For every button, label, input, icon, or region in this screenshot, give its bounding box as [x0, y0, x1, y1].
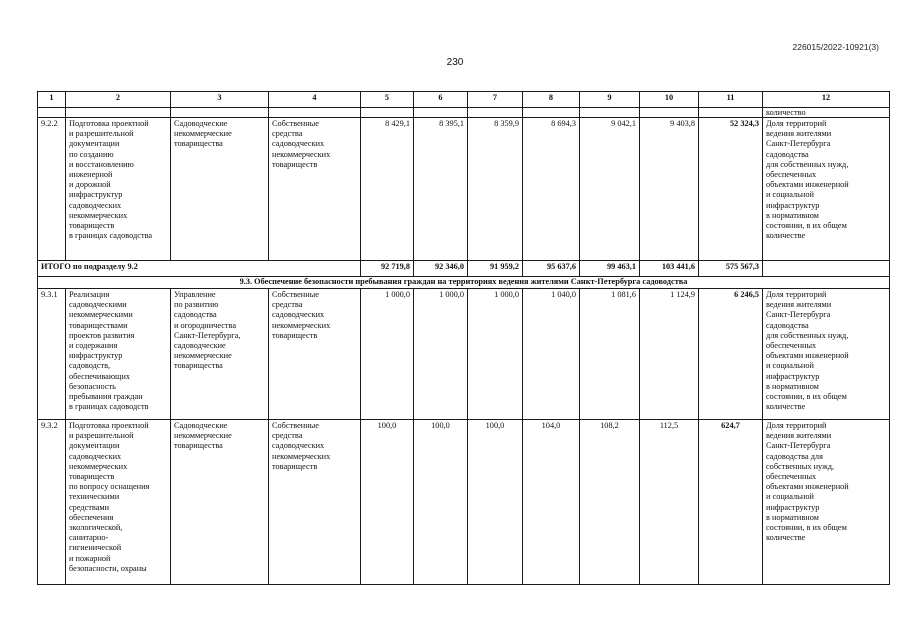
cell-line: некоммерческих [272, 149, 331, 159]
cell-line: садоводческих [272, 441, 325, 451]
cell-line: инфраструктур [69, 351, 123, 361]
cell-line: инфраструктур [69, 190, 123, 200]
cell-line: садоводства [766, 149, 809, 159]
header-cell: 1 [38, 92, 66, 108]
cell-line: документации [69, 139, 120, 149]
value-total-cell: 52 324,3 [699, 118, 763, 261]
total-value: 95 637,6 [523, 261, 580, 277]
cell-line: состоянии, в их общем [766, 523, 847, 533]
cell-line: товариществ [69, 221, 115, 231]
cell-line: объектами инженерной [766, 351, 849, 361]
total-row [38, 261, 890, 277]
cell-line: товариществами [69, 320, 128, 330]
row-name [66, 420, 171, 585]
cell-line: количестве [766, 533, 806, 543]
cell-line: техническими [69, 492, 120, 502]
cell-line: инфраструктур [766, 502, 820, 512]
row-indicator [763, 289, 890, 420]
page-number: 230 [446, 57, 464, 68]
cell-line: в нормативном [766, 381, 819, 391]
cell-line: обеспечения [69, 512, 114, 522]
cell-line: садоводческих [272, 139, 325, 149]
cell-line: товариществ [272, 159, 318, 169]
value-cell: 1 124,9 [640, 289, 699, 420]
value-cell: 1 040,0 [523, 289, 580, 420]
carry-over-text: количество [763, 108, 890, 118]
header-cell: 2 [66, 92, 171, 108]
cell-line: садоводческих [272, 310, 325, 320]
cell-line: средствами [69, 502, 110, 512]
row-code: 9.2.2 [38, 118, 66, 261]
header-cell: 12 [763, 92, 890, 108]
cell-line: обеспеченных [766, 472, 817, 482]
total-value: 103 441,6 [640, 261, 699, 277]
value-cell: 9 403,8 [640, 118, 699, 261]
header-cell: 8 [523, 92, 580, 108]
cell-line: инженерной [69, 170, 113, 180]
cell-line: садоводческими [69, 300, 127, 310]
cell-line: для собственных нужд, [766, 159, 849, 169]
value-cell: 1 081,6 [580, 289, 640, 420]
cell-line: Собственные [272, 119, 319, 128]
cell-line: товариществ [272, 330, 318, 340]
cell-line: ведения жителями [766, 431, 832, 441]
carry-over-row [38, 108, 890, 118]
cell-line: Санкт-Петербурга, [174, 330, 241, 340]
value-cell: 104,0 [523, 420, 580, 585]
cell-line: Собственные [272, 421, 319, 430]
cell-line: некоммерческие [174, 351, 232, 361]
cell-line: обеспечивающих [69, 371, 131, 381]
value-cell: 1 000,0 [361, 289, 414, 420]
header-cell: 7 [468, 92, 523, 108]
cell-line: гигиенической [69, 543, 122, 553]
cell-line: Подготовка проектной [69, 119, 149, 128]
value-total-cell: 6 246,5 [699, 289, 763, 420]
header-cell: 9 [580, 92, 640, 108]
row-executor [171, 118, 269, 261]
total-value: 92 719,8 [361, 261, 414, 277]
cell-line: безопасности, охраны [69, 563, 147, 573]
row-source [269, 289, 361, 420]
cell-line: обеспеченных [766, 170, 817, 180]
cell-line: некоммерческих [272, 320, 331, 330]
program-table [37, 91, 890, 585]
cell-line: документации [69, 441, 120, 451]
total-value: 99 463,1 [580, 261, 640, 277]
cell-line: средства [272, 300, 303, 310]
cell-line: и восстановлению [69, 159, 134, 169]
cell-line: Доля территорий [766, 290, 827, 299]
cell-line: и дорожной [69, 180, 111, 190]
cell-line: и разрешительной [69, 129, 134, 139]
table-row [38, 289, 890, 420]
cell-line: количестве [766, 231, 806, 241]
cell-line: ведения жителями [766, 129, 832, 139]
cell-line: Подготовка проектной [69, 421, 149, 430]
header-cell: 11 [699, 92, 763, 108]
cell-line: санитарно- [69, 533, 109, 543]
header-cell: 5 [361, 92, 414, 108]
row-executor [171, 420, 269, 585]
cell-line: садоводств, [69, 361, 111, 371]
value-cell: 8 359,9 [468, 118, 523, 261]
cell-line: в нормативном [766, 210, 819, 220]
cell-line: инфраструктур [766, 371, 820, 381]
cell-line: некоммерческие [174, 129, 232, 139]
cell-line: обеспеченных [766, 341, 817, 351]
value-cell: 112,5 [640, 420, 699, 585]
table-row [38, 118, 890, 261]
cell-line: средства [272, 129, 303, 139]
section-title: 9.3. Обеспечение безопасности пребывания граждан на территориях ведения жителями Санкт-Петербурга садоводства [38, 277, 890, 289]
cell-line: Санкт-Петербурга [766, 310, 831, 320]
row-code: 9.3.2 [38, 420, 66, 585]
cell-line: в границах садоводств [69, 402, 149, 412]
cell-line: средства [272, 431, 303, 441]
row-name [66, 289, 171, 420]
total-value: 92 346,0 [414, 261, 468, 277]
cell-line: пребывания граждан [69, 392, 143, 402]
cell-line: товарищества [174, 139, 223, 149]
cell-line: Доля территорий [766, 119, 827, 128]
cell-line: Управление [174, 290, 216, 299]
table-row [38, 420, 890, 585]
value-cell: 1 000,0 [414, 289, 468, 420]
cell-line: некоммерческих [272, 451, 331, 461]
cell-line: собственных нужд, [766, 461, 835, 471]
section-heading-row [38, 277, 890, 289]
total-label: ИТОГО по подразделу 9.2 [38, 261, 361, 277]
cell-line: Санкт-Петербурга [766, 139, 831, 149]
header-cell: 3 [171, 92, 269, 108]
cell-line: и социальной [766, 492, 814, 502]
cell-line: Реализация [69, 290, 110, 299]
cell-line: Садоводческие [174, 421, 228, 430]
cell-line: и разрешительной [69, 431, 134, 441]
cell-line: по созданию [69, 149, 114, 159]
header-cell: 10 [640, 92, 699, 108]
value-cell: 8 429,1 [361, 118, 414, 261]
cell-line: количестве [766, 402, 806, 412]
cell-line: садоводческих [69, 451, 122, 461]
cell-line: объектами инженерной [766, 482, 849, 492]
row-indicator [763, 420, 890, 585]
total-value: 575 567,3 [699, 261, 763, 277]
value-cell: 8 395,1 [414, 118, 468, 261]
cell-line: состоянии, в их общем [766, 221, 847, 231]
cell-line: некоммерческих [69, 461, 128, 471]
value-cell: 108,2 [580, 420, 640, 585]
total-value: 91 959,2 [468, 261, 523, 277]
value-cell: 100,0 [414, 420, 468, 585]
cell-line: Собственные [272, 290, 319, 299]
cell-line: Доля территорий [766, 421, 827, 430]
cell-line: садоводства [174, 310, 217, 320]
row-code: 9.3.1 [38, 289, 66, 420]
cell-line: и социальной [766, 190, 814, 200]
cell-line: по развитию [174, 300, 219, 310]
cell-line: товарищества [174, 441, 223, 451]
cell-line: товариществ [69, 472, 115, 482]
header-cell: 6 [414, 92, 468, 108]
cell-line: некоммерческие [174, 431, 232, 441]
value-cell: 9 042,1 [580, 118, 640, 261]
header-cell: 4 [269, 92, 361, 108]
cell-line: и огородничества [174, 320, 237, 330]
row-source [269, 420, 361, 585]
cell-line: Садоводческие [174, 119, 228, 128]
cell-line: и содержания [69, 341, 118, 351]
row-indicator [763, 118, 890, 261]
row-name [66, 118, 171, 261]
cell-line: садоводческих [69, 200, 122, 210]
value-cell: 8 694,3 [523, 118, 580, 261]
cell-line: инфраструктур [766, 200, 820, 210]
cell-line: и социальной [766, 361, 814, 371]
cell-line: и пожарной [69, 553, 111, 563]
value-cell: 1 000,0 [468, 289, 523, 420]
document-id: 226015/2022-10921(3) [792, 42, 879, 52]
cell-line: ведения жителями [766, 300, 832, 310]
cell-line: состоянии, в их общем [766, 392, 847, 402]
cell-line: Санкт-Петербурга [766, 441, 831, 451]
value-total-cell: 624,7 [699, 420, 763, 585]
row-source [269, 118, 361, 261]
cell-line: садоводческие [174, 341, 226, 351]
cell-line: по вопросу оснащения [69, 482, 150, 492]
cell-line: объектами инженерной [766, 180, 849, 190]
cell-line: в нормативном [766, 512, 819, 522]
cell-line: товариществ [272, 461, 318, 471]
cell-line: садоводства для [766, 451, 823, 461]
cell-line: садоводства [766, 320, 809, 330]
value-cell: 100,0 [361, 420, 414, 585]
cell-line: товарищества [174, 361, 223, 371]
cell-line: экологической, [69, 523, 123, 533]
cell-line: для собственных нужд, [766, 330, 849, 340]
header-row [38, 92, 890, 108]
cell-line: безопасность [69, 381, 116, 391]
row-executor [171, 289, 269, 420]
cell-line: в границах садоводства [69, 231, 153, 241]
cell-line: некоммерческих [69, 210, 128, 220]
cell-line: некоммерческими [69, 310, 133, 320]
cell-line: проектов развития [69, 330, 135, 340]
value-cell: 100,0 [468, 420, 523, 585]
